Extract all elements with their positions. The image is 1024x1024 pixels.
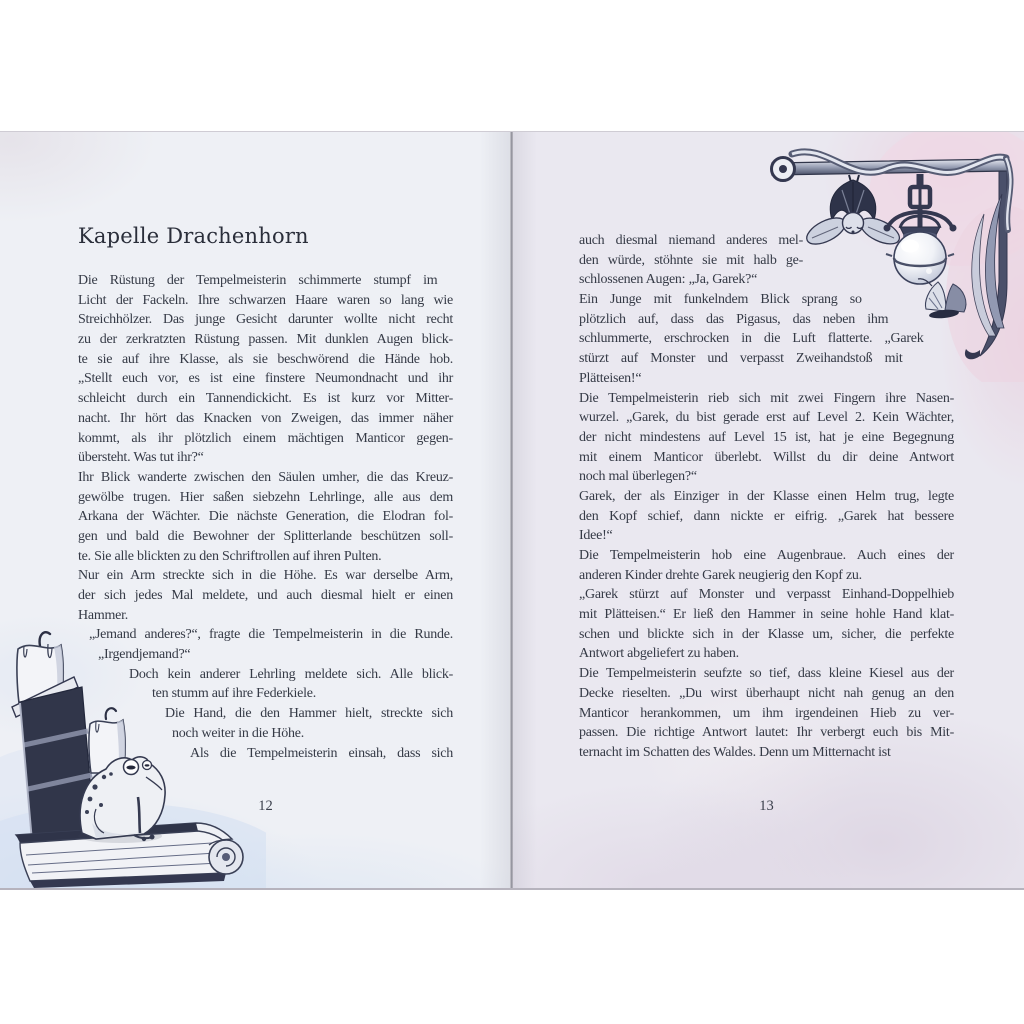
text-line: Nur ein Arm streckte sich in die Höhe. Es war derselbe Arm,	[78, 568, 454, 584]
text-line: Licht der Fackeln. Ihre schwarzen Haare waren so lang wie	[78, 292, 454, 308]
text-line: der sich jedes Mal meldete, und auch diesmal hielt er einen	[78, 588, 453, 603]
text-line: schleicht durch ein Tannendickicht. Es ist kurz vor Mitter-	[78, 391, 453, 407]
text-line: zu der zerkratzten Rüstung passen. Mit dunklen Augen blick-	[78, 332, 453, 348]
text-line: schlummerte, erschrocken in die Luft flatterte. „Garek	[579, 331, 924, 347]
text-line: Die Hand, die den Hammer hielt, streckte sich	[165, 706, 454, 722]
text-line: anderen Kinder drehte Garek neugierig den Kopf zu.	[579, 567, 862, 583]
page-left	[0, 132, 510, 888]
text-line: noch mal überlegen?“	[579, 469, 697, 485]
text-line: schlossenen Augen: „Ja, Garek?“	[579, 272, 758, 288]
page-number-right: 13	[759, 798, 774, 814]
text-line: stürzt auf Monster und verpasst Zweihandstoß mit	[579, 351, 903, 367]
text-line: der nicht mindestens auf Level 15 ist, hat je eine Begegnung	[579, 429, 955, 445]
text-line: Als die Tempelmeisterin einsah, dass sich	[190, 745, 454, 761]
text-line: „Irgendjemand?“	[98, 647, 191, 663]
text-line: Plätteisen!“	[579, 370, 642, 386]
text-line: schen und blickte sich in der Klasse um, sicher, die perfekte	[579, 626, 954, 642]
text-line: wurzel. „Garek, du bist gerade erst auf Level 2. Kein Wächter,	[579, 410, 955, 426]
page-right	[513, 132, 1024, 888]
text-line: übersteht. Was tut ihr?“	[78, 450, 204, 466]
text-line: den Kopf schief, dann nickte er eifrig. „Garek hat bessere	[579, 508, 954, 524]
text-line: „Stellt euch vor, es ist eine finstere Neumondnacht und ihr	[78, 371, 454, 387]
text-line: Die Tempelmeisterin rieb sich mit zwei Fingern ihre Nasen-	[579, 390, 954, 406]
right-page-text	[579, 231, 954, 763]
text-line: plötzlich auf, dass das Pigasus, das neben ihm	[579, 311, 889, 327]
text-line: te sie auf ihre Klasse, als sie beschwörend die Hände hob.	[78, 351, 454, 367]
text-line: te. Sie alle blickten zu den Schriftrollen auf ihren Pulten.	[78, 548, 382, 564]
text-line: Hammer.	[78, 607, 128, 623]
text-line: ternacht im Schatten des Waldes. Denn um Mitternacht ist	[579, 744, 891, 760]
text-line: den würde, stöhnte sie mit halb ge-	[579, 252, 804, 268]
text-line: kommt, als ihr plötzlich einem mächtigen Manticor gegen-	[78, 430, 453, 446]
text-line: Garek, der als Einziger in der Klasse einen Helm trug, legte	[579, 488, 955, 504]
open-book-spread	[0, 131, 1024, 890]
text-line: Ihr Blick wanderte zwischen den Säulen umher, die das Kreuz-	[78, 469, 454, 485]
text-line: „Jemand anderes?“, fragte die Tempelmeisterin in die Runde.	[89, 627, 453, 643]
text-line: Streichhölzer. Das junge Gesicht darunter wollte nicht recht	[78, 312, 453, 328]
text-line: Die Tempelmeisterin seufzte so tief, dass kleine Kiesel aus der	[579, 666, 954, 682]
text-line: „Garek stürzt auf Monster und verpasst Einhand-Doppelhieb	[579, 587, 954, 603]
text-line: mit einem Manticor überlebt. Willst du dir deine Antwort	[579, 449, 954, 465]
left-page-text	[78, 271, 453, 763]
page-number-left: 12	[258, 798, 273, 814]
text-line: Ein Junge mit funkelndem Blick sprang so	[579, 292, 862, 308]
text-line: Doch kein anderer Lehrling meldete sich. Alle blick-	[129, 666, 454, 682]
text-line: Antwort abgeliefert zu haben.	[579, 646, 739, 662]
text-line: gen und bald die Bewohner der Splitterlande beschützen soll-	[78, 528, 453, 544]
text-line: Manticor herankommen, um ihm irgendeinen Hieb zu ver-	[579, 705, 955, 721]
text-line: Arkana der Wächter. Die nächste Generation, die Elodran fol-	[78, 509, 453, 525]
text-line: Idee!“	[579, 528, 613, 544]
text-line: Decke rieselten. „Du wirst überhaupt nicht nah genug an den	[579, 685, 954, 701]
text-line: ten stumm auf ihre Federkiele.	[152, 686, 316, 702]
text-line: noch weiter in die Höhe.	[172, 725, 305, 741]
text-line: Die Tempelmeisterin hob eine Augenbraue. Auch eines der	[579, 548, 954, 563]
text-line: nacht. Ihr hört das Knacken von Zweigen, das immer näher	[78, 410, 453, 426]
text-line: passen. Die richtige Antwort lautet: Ihr verbergt euch bis Mit-	[579, 725, 954, 741]
text-line: Die Rüstung der Tempelmeisterin schimmerte stumpf im	[78, 273, 438, 288]
text-line: gewölbe trugen. Hier saßen siebzehn Lehrlinge, alle aus dem	[78, 489, 453, 505]
chapter-title: Kapelle Drachenhorn	[78, 224, 309, 248]
text-line: auch diesmal niemand anderes mel-	[579, 233, 803, 248]
text-line: mit Plätteisen.“ Er ließ den Hammer in seine hohle Hand klat-	[579, 607, 955, 623]
scroll-icon	[209, 840, 243, 874]
